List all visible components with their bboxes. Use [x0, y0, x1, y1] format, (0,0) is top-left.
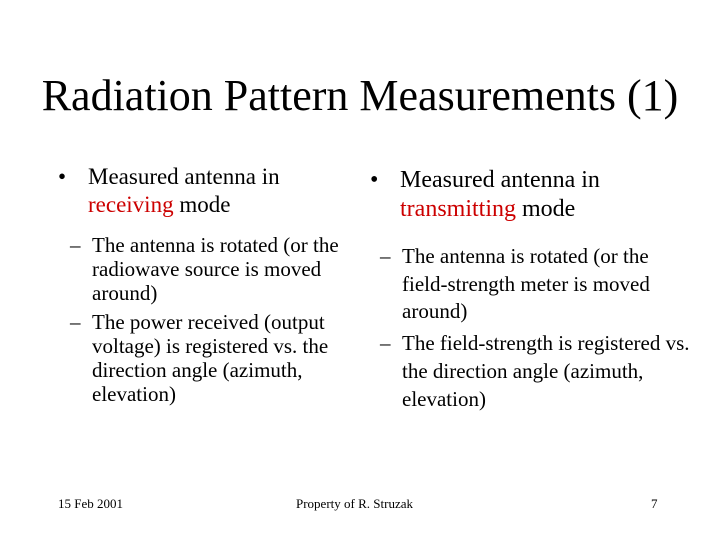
- sub-bullet: [372, 330, 690, 414]
- sub-bullet-text: The power received (output voltage) is registered vs. the direction angle (azimuth, elevation): [92, 309, 329, 407]
- sub-bullet-text: The field-strength is registered vs. the direction angle (azimuth, elevation): [402, 331, 690, 412]
- dash-marker: –: [380, 331, 391, 356]
- highlight-transmitting: transmitting: [400, 195, 516, 222]
- bullet-text: Measured antenna in: [400, 167, 600, 193]
- bullet-dot: •: [370, 167, 379, 193]
- bullet-receiving-mode: [58, 163, 348, 218]
- dash-marker: –: [380, 243, 391, 268]
- bullet-transmitting-mode: [370, 166, 690, 224]
- bullet-text-mode: mode: [173, 191, 231, 217]
- right-column: [370, 166, 690, 414]
- dash-marker: –: [70, 233, 81, 258]
- bullet-text-mode: mode: [516, 195, 576, 222]
- sub-bullet-list: [62, 233, 348, 406]
- bullet-dot: •: [58, 164, 67, 189]
- bullet-text: Measured antenna in: [88, 164, 280, 189]
- slide-title: Radiation Pattern Measurements (1): [41, 71, 679, 120]
- highlight-receiving: receiving: [88, 191, 174, 217]
- footer-date: 15 Feb 2001: [58, 496, 123, 511]
- sub-bullet: [372, 243, 690, 327]
- dash-marker: –: [70, 309, 81, 334]
- sub-bullet: [62, 233, 348, 305]
- sub-bullet-text: The antenna is rotated (or the field-strength meter is moved around): [402, 243, 650, 324]
- sub-bullet: [62, 310, 348, 407]
- sub-bullet-list: [372, 243, 690, 415]
- footer-author: Property of R. Struzak: [296, 496, 413, 511]
- page-number: 7: [651, 496, 658, 511]
- left-column: [58, 163, 348, 406]
- sub-bullet-text: The antenna is rotated (or the radiowave source is moved around): [92, 233, 339, 306]
